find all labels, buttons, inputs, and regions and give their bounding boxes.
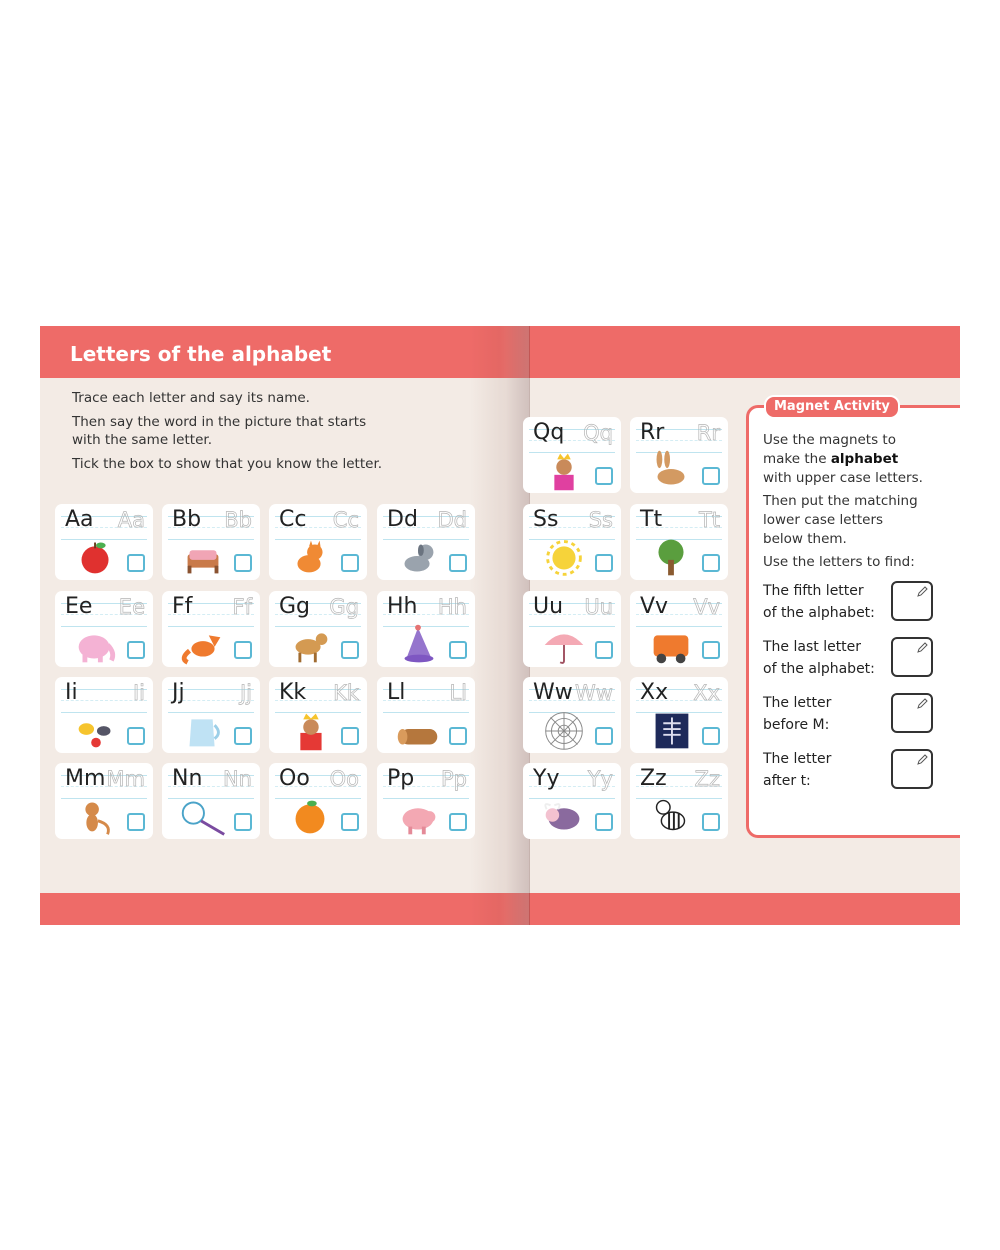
letter-card-vv bbox=[630, 591, 728, 667]
tick-box[interactable] bbox=[449, 727, 467, 745]
instruction-line: Tick the box to show that you know the letter. bbox=[72, 456, 383, 472]
letter-pair: Ee bbox=[65, 594, 93, 619]
tick-box[interactable] bbox=[595, 727, 613, 745]
letter-pair: Zz bbox=[640, 766, 667, 791]
tick-box[interactable] bbox=[341, 554, 359, 572]
jug-icon bbox=[176, 709, 230, 751]
trace-letters[interactable]: Rr bbox=[696, 421, 720, 445]
pencil-icon bbox=[916, 586, 928, 598]
magnet-text: with upper case letters. bbox=[763, 470, 923, 486]
letter-card-bb bbox=[162, 504, 260, 580]
letter-pair: Nn bbox=[172, 766, 203, 791]
trace-letters[interactable]: Ii bbox=[132, 681, 145, 705]
hat-icon bbox=[391, 623, 445, 665]
umbrella-icon bbox=[537, 623, 591, 665]
letter-pair: Qq bbox=[533, 420, 565, 445]
tick-box[interactable] bbox=[702, 727, 720, 745]
tick-box[interactable] bbox=[702, 554, 720, 572]
letter-card-qq bbox=[523, 417, 621, 493]
tick-box[interactable] bbox=[449, 554, 467, 572]
log-icon bbox=[391, 709, 445, 751]
tick-box[interactable] bbox=[595, 554, 613, 572]
instruction-line: Then say the word in the picture that starts bbox=[72, 414, 367, 430]
question-text: The last letter of the alphabet: bbox=[763, 639, 875, 677]
trace-letters[interactable]: Qq bbox=[583, 421, 613, 445]
magnet-text: below them. bbox=[763, 531, 847, 547]
letter-pair: Kk bbox=[279, 680, 307, 705]
trace-letters[interactable]: Yy bbox=[587, 767, 613, 791]
instruction-line: with the same letter. bbox=[72, 432, 212, 448]
tick-box[interactable] bbox=[595, 641, 613, 659]
trace-letters[interactable]: Aa bbox=[117, 508, 145, 532]
trace-letters[interactable]: Zz bbox=[694, 767, 720, 791]
orange-icon bbox=[283, 795, 337, 837]
tick-box[interactable] bbox=[234, 727, 252, 745]
x-ray-icon bbox=[644, 709, 698, 751]
letter-pair: Vv bbox=[640, 594, 669, 619]
trace-letters[interactable]: Mm bbox=[106, 767, 145, 791]
letter-pair: Yy bbox=[533, 766, 560, 791]
tick-box[interactable] bbox=[702, 813, 720, 831]
magnet-text: make the alphabet bbox=[763, 451, 899, 467]
letter-card-xx bbox=[630, 677, 728, 753]
letter-card-ii bbox=[55, 677, 153, 753]
letter-card-hh bbox=[377, 591, 475, 667]
pencil-icon bbox=[916, 754, 928, 766]
tick-box[interactable] bbox=[127, 727, 145, 745]
queen-icon bbox=[537, 449, 591, 491]
pencil-icon bbox=[916, 698, 928, 710]
letter-card-gg bbox=[269, 591, 367, 667]
tick-box[interactable] bbox=[449, 641, 467, 659]
king-icon bbox=[283, 709, 337, 751]
fox-icon bbox=[176, 623, 230, 665]
cat-icon bbox=[283, 536, 337, 578]
answer-box[interactable] bbox=[891, 637, 933, 677]
tick-box[interactable] bbox=[234, 813, 252, 831]
question-text: The letter after t: bbox=[763, 751, 832, 789]
letter-pair: Ff bbox=[172, 594, 193, 619]
sun-icon bbox=[537, 536, 591, 578]
goat-icon bbox=[283, 623, 337, 665]
letter-card-aa bbox=[55, 504, 153, 580]
tick-box[interactable] bbox=[234, 641, 252, 659]
letter-pair: Ii bbox=[65, 680, 78, 705]
tick-box[interactable] bbox=[341, 727, 359, 745]
letter-pair: Aa bbox=[65, 507, 94, 532]
trace-letters[interactable]: Bb bbox=[224, 508, 252, 532]
letter-card-uu bbox=[523, 591, 621, 667]
trace-letters[interactable]: Kk bbox=[333, 681, 359, 705]
web-icon bbox=[537, 709, 591, 751]
letter-card-ww bbox=[523, 677, 621, 753]
letter-card-cc bbox=[269, 504, 367, 580]
letter-card-dd bbox=[377, 504, 475, 580]
trace-letters[interactable]: Nn bbox=[222, 767, 252, 791]
net-icon bbox=[176, 795, 230, 837]
letter-card-nn bbox=[162, 763, 260, 839]
magnet-activity-tag: Magnet Activity bbox=[764, 395, 900, 419]
letter-card-rr bbox=[630, 417, 728, 493]
letter-pair: Gg bbox=[279, 594, 311, 619]
magnet-text: Use the letters to find: bbox=[763, 554, 915, 570]
letter-card-kk bbox=[269, 677, 367, 753]
letter-card-ff bbox=[162, 591, 260, 667]
magnet-text: lower case letters bbox=[763, 512, 884, 528]
trace-letters[interactable]: Gg bbox=[329, 595, 359, 619]
tick-box[interactable] bbox=[702, 467, 720, 485]
trace-letters[interactable]: Jj bbox=[239, 681, 252, 705]
letter-card-mm bbox=[55, 763, 153, 839]
letter-pair: Jj bbox=[172, 680, 185, 705]
elephant-icon bbox=[69, 623, 123, 665]
answer-box[interactable] bbox=[891, 693, 933, 733]
trace-letters[interactable]: Ll bbox=[449, 681, 467, 705]
tick-box[interactable] bbox=[127, 813, 145, 831]
letter-pair: Ss bbox=[533, 507, 559, 532]
trace-letters[interactable]: Ww bbox=[575, 681, 613, 705]
letter-pair: Ll bbox=[387, 680, 406, 705]
letter-pair: Oo bbox=[279, 766, 310, 791]
letter-card-ll bbox=[377, 677, 475, 753]
dog-icon bbox=[391, 536, 445, 578]
letter-pair: Ww bbox=[533, 680, 573, 705]
letter-pair: Xx bbox=[640, 680, 669, 705]
tick-box[interactable] bbox=[127, 641, 145, 659]
pig-icon bbox=[391, 795, 445, 837]
bed-icon bbox=[176, 536, 230, 578]
question-text: The letter before M: bbox=[763, 695, 832, 733]
trace-letters[interactable]: Xx bbox=[693, 681, 720, 705]
letter-card-pp bbox=[377, 763, 475, 839]
tick-box[interactable] bbox=[595, 813, 613, 831]
letter-pair: Bb bbox=[172, 507, 202, 532]
pencil-icon bbox=[916, 642, 928, 654]
magnet-keyword: alphabet bbox=[830, 451, 899, 467]
trace-letters[interactable]: Uu bbox=[584, 595, 613, 619]
zebra-icon bbox=[644, 795, 698, 837]
magnet-text: Then put the matching bbox=[763, 493, 918, 509]
apple-icon bbox=[69, 536, 123, 578]
tick-box[interactable] bbox=[595, 467, 613, 485]
trace-letters[interactable]: Ff bbox=[232, 595, 252, 619]
answer-box[interactable] bbox=[891, 749, 933, 789]
tick-box[interactable] bbox=[341, 641, 359, 659]
monkey-icon bbox=[69, 795, 123, 837]
answer-box[interactable] bbox=[891, 581, 933, 621]
tick-box[interactable] bbox=[702, 641, 720, 659]
insects-icon bbox=[69, 709, 123, 751]
magnet-text: Use the magnets to bbox=[763, 432, 896, 448]
trace-letters[interactable]: Hh bbox=[437, 595, 467, 619]
letter-pair: Dd bbox=[387, 507, 418, 532]
letter-card-ss bbox=[523, 504, 621, 580]
trace-letters[interactable]: Ss bbox=[588, 508, 613, 532]
tree-icon bbox=[644, 536, 698, 578]
letter-pair: Uu bbox=[533, 594, 564, 619]
letter-pair: Rr bbox=[640, 420, 665, 445]
tick-box[interactable] bbox=[127, 554, 145, 572]
letter-card-yy bbox=[523, 763, 621, 839]
page-title: Letters of the alphabet bbox=[70, 342, 332, 366]
instruction-line: Trace each letter and say its name. bbox=[72, 390, 310, 406]
trace-letters[interactable]: Vv bbox=[693, 595, 720, 619]
trace-letters[interactable]: Pp bbox=[441, 767, 467, 791]
rabbit-icon bbox=[644, 449, 698, 491]
question-text: The fifth letter of the alphabet: bbox=[763, 583, 875, 621]
letter-card-zz bbox=[630, 763, 728, 839]
workbook-spread bbox=[40, 326, 960, 925]
trace-letters[interactable]: Cc bbox=[332, 508, 359, 532]
letter-card-tt bbox=[630, 504, 728, 580]
tick-box[interactable] bbox=[449, 813, 467, 831]
yak-icon bbox=[537, 795, 591, 837]
letter-pair: Pp bbox=[387, 766, 415, 791]
letter-card-oo bbox=[269, 763, 367, 839]
letter-pair: Mm bbox=[65, 766, 106, 791]
trace-letters[interactable]: Dd bbox=[437, 508, 467, 532]
trace-letters[interactable]: Tt bbox=[698, 508, 720, 532]
letter-pair: Tt bbox=[640, 507, 663, 532]
van-icon bbox=[644, 623, 698, 665]
letter-pair: Hh bbox=[387, 594, 418, 619]
letter-card-ee bbox=[55, 591, 153, 667]
tick-box[interactable] bbox=[341, 813, 359, 831]
trace-letters[interactable]: Oo bbox=[329, 767, 359, 791]
trace-letters[interactable]: Ee bbox=[118, 595, 145, 619]
letter-pair: Cc bbox=[279, 507, 307, 532]
letter-card-jj bbox=[162, 677, 260, 753]
tick-box[interactable] bbox=[234, 554, 252, 572]
